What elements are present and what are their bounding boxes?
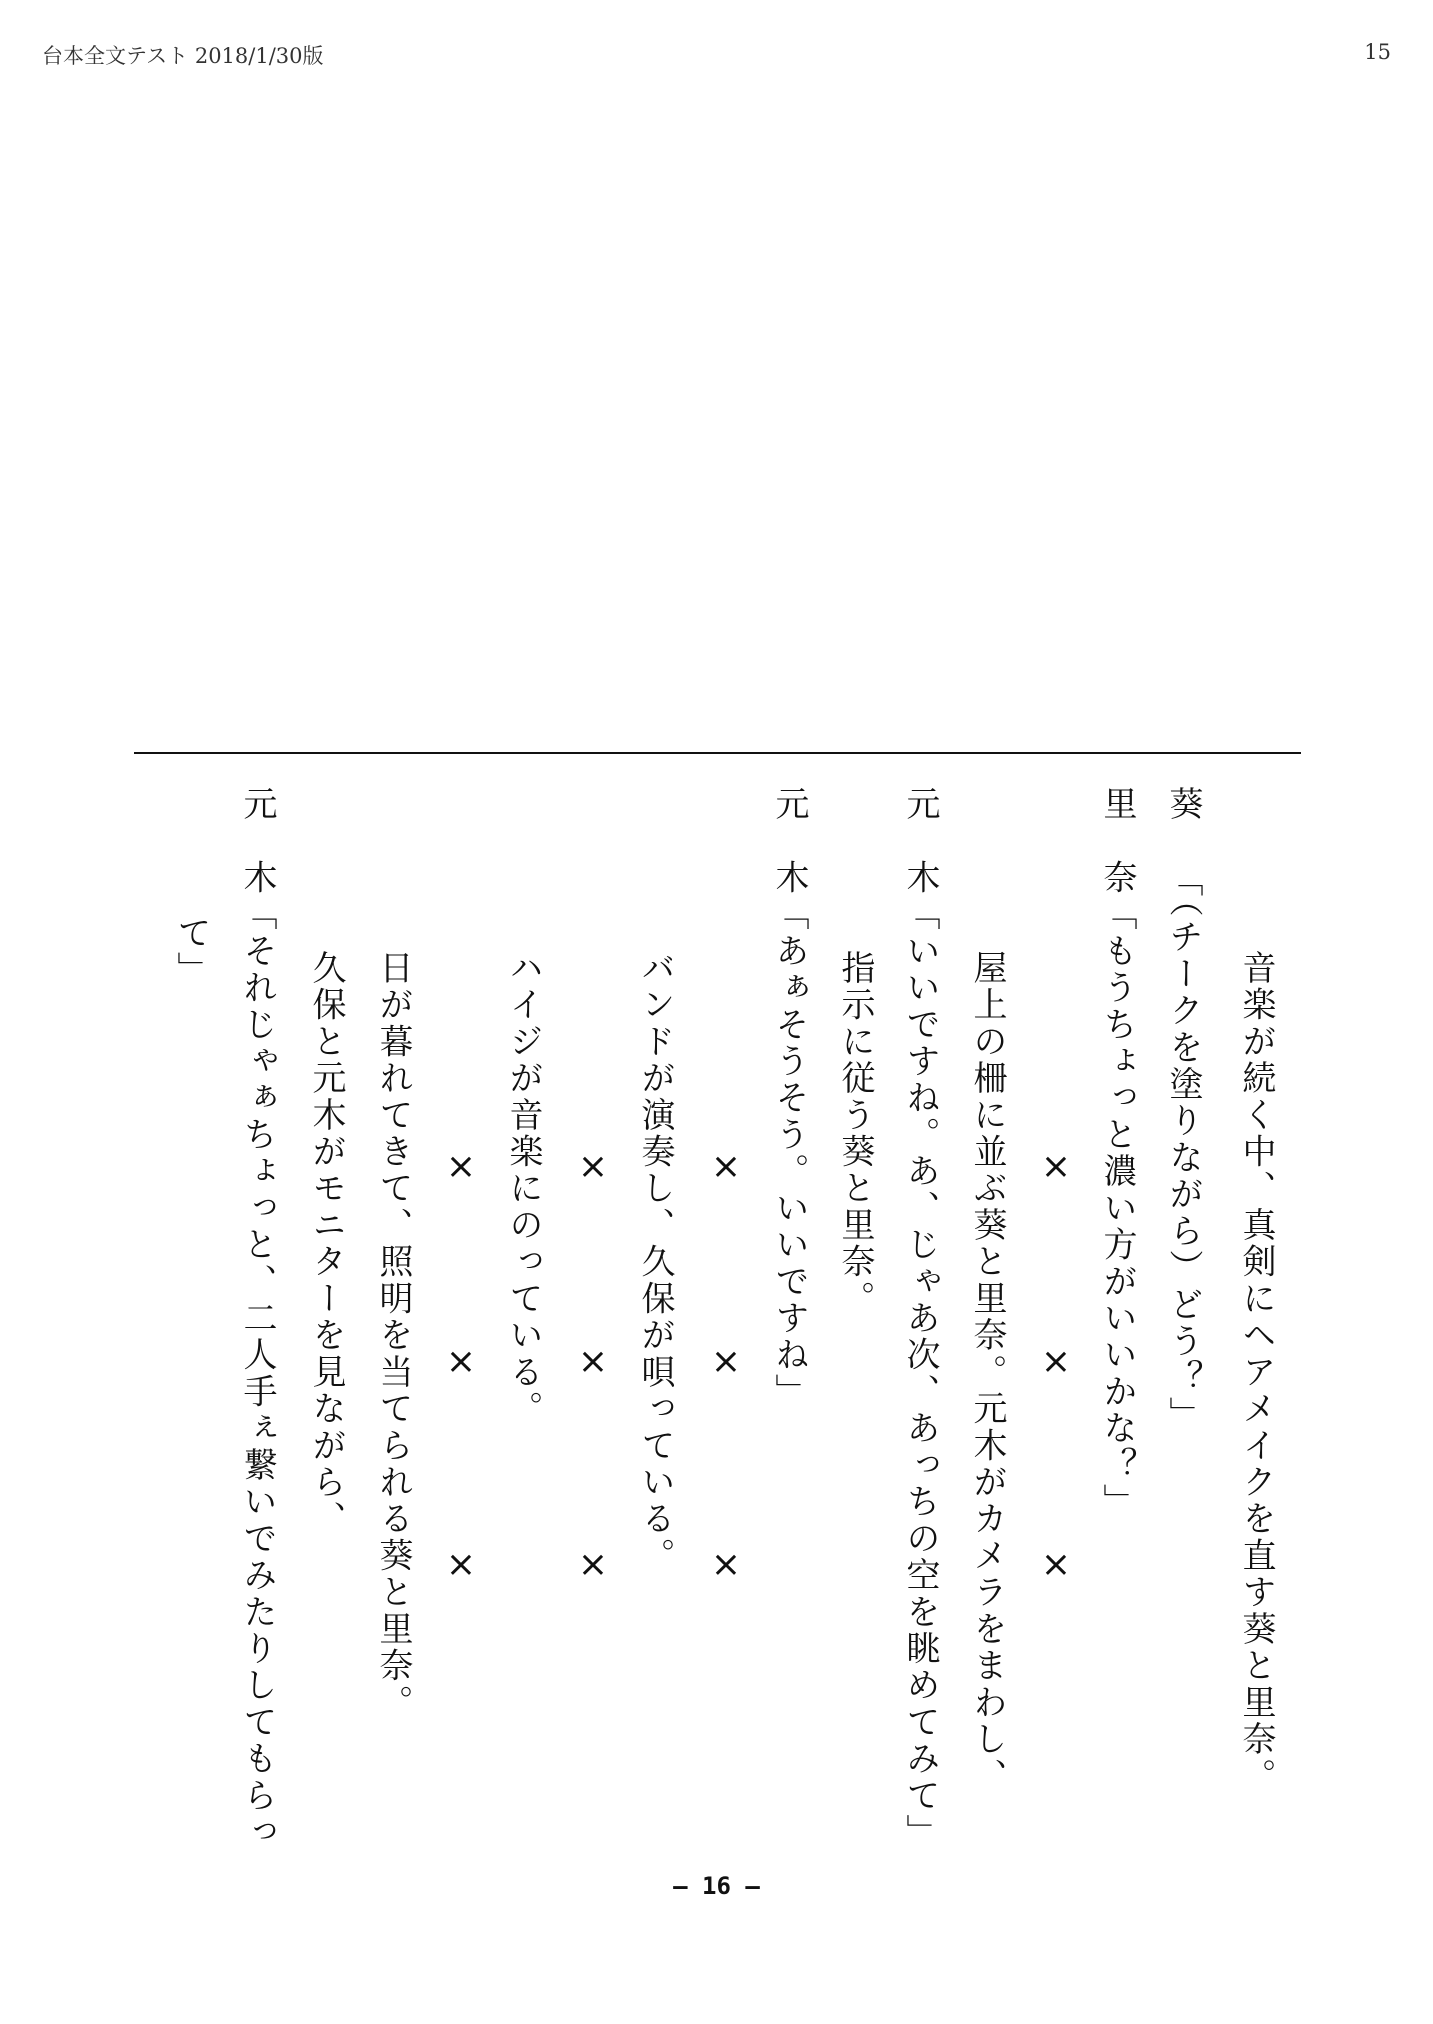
- speaker-name: 元 木: [237, 786, 277, 897]
- action-text: バンドが演奏し、久保が唄っている。: [635, 950, 675, 1575]
- action-text: 指示に従う葵と里奈。: [835, 950, 875, 1318]
- action-text: 音楽が続く中、真剣にヘアメイクを直す葵と里奈。: [1236, 950, 1276, 1795]
- dialogue-continuation: [171, 915, 211, 989]
- dialogue-line: [1163, 786, 1203, 1434]
- dialogue-line: [900, 786, 940, 1851]
- scene-break-mark: ×: [1040, 1146, 1072, 1187]
- action-line: [1236, 950, 1276, 1795]
- dialogue-line: [1097, 786, 1137, 1521]
- dialogue-text: 「もうちょっと濃い方がいいかな？」: [1097, 896, 1137, 1521]
- document-header-title: 台本全文テスト 2018/1/30版: [42, 44, 324, 68]
- scene-break-mark: ×: [577, 1341, 609, 1382]
- action-text: 屋上の柵に並ぶ葵と里奈。元木がカメラをまわし、: [967, 950, 1007, 1795]
- scene-break-mark: ×: [445, 1146, 477, 1187]
- action-line: [835, 950, 875, 1318]
- action-line: [306, 950, 346, 1538]
- action-line: [635, 950, 675, 1575]
- scene-break-mark: ×: [445, 1544, 477, 1585]
- action-text: 日が暮れてきて、照明を当てられる葵と里奈。: [373, 950, 413, 1722]
- scene-break-mark: ×: [1040, 1341, 1072, 1382]
- action-text: 久保と元木がモニターを見ながら、: [306, 950, 346, 1538]
- speaker-name: 元 木: [900, 786, 940, 897]
- speaker-name: 葵: [1163, 786, 1203, 823]
- scene-break-mark: ×: [577, 1146, 609, 1187]
- page-footer-number: — 16 —: [673, 1872, 760, 1900]
- dialogue-line: [237, 786, 277, 1851]
- action-line: [373, 950, 413, 1722]
- speaker-name: 里 奈: [1097, 786, 1137, 897]
- action-line: [967, 950, 1007, 1795]
- scene-break-mark: ×: [710, 1341, 742, 1382]
- scene-break-marks: [1039, 1146, 1073, 1585]
- scene-break-mark: ×: [710, 1544, 742, 1585]
- scene-break-marks: [576, 1146, 610, 1585]
- dialogue-text: 「あぁそうそう。いいですね」: [769, 896, 809, 1411]
- dialogue-text: 「（チークを塗りながら）どう？」: [1163, 862, 1203, 1434]
- speaker-name: 元 木: [769, 786, 809, 897]
- scene-break-marks: [444, 1146, 478, 1585]
- dialogue-text: 「それじゃぁちょっと、二人手ぇ繋いでみたりしてもらっ: [237, 896, 277, 1851]
- horizontal-rule: [134, 752, 1301, 754]
- action-line: [503, 950, 543, 1428]
- dialogue-text: て」: [171, 915, 211, 989]
- scene-break-mark: ×: [445, 1341, 477, 1382]
- action-text: ハイジが音楽にのっている。: [503, 950, 543, 1428]
- scene-break-mark: ×: [1040, 1544, 1072, 1585]
- dialogue-line: [769, 786, 809, 1411]
- scene-break-mark: ×: [577, 1544, 609, 1585]
- scene-break-mark: ×: [710, 1146, 742, 1187]
- document-header-page-number: 15: [1364, 40, 1391, 64]
- scene-break-marks: [709, 1146, 743, 1585]
- dialogue-text: 「いいですね。あ、じゃあ次、あっちの空を眺めてみて」: [900, 896, 940, 1851]
